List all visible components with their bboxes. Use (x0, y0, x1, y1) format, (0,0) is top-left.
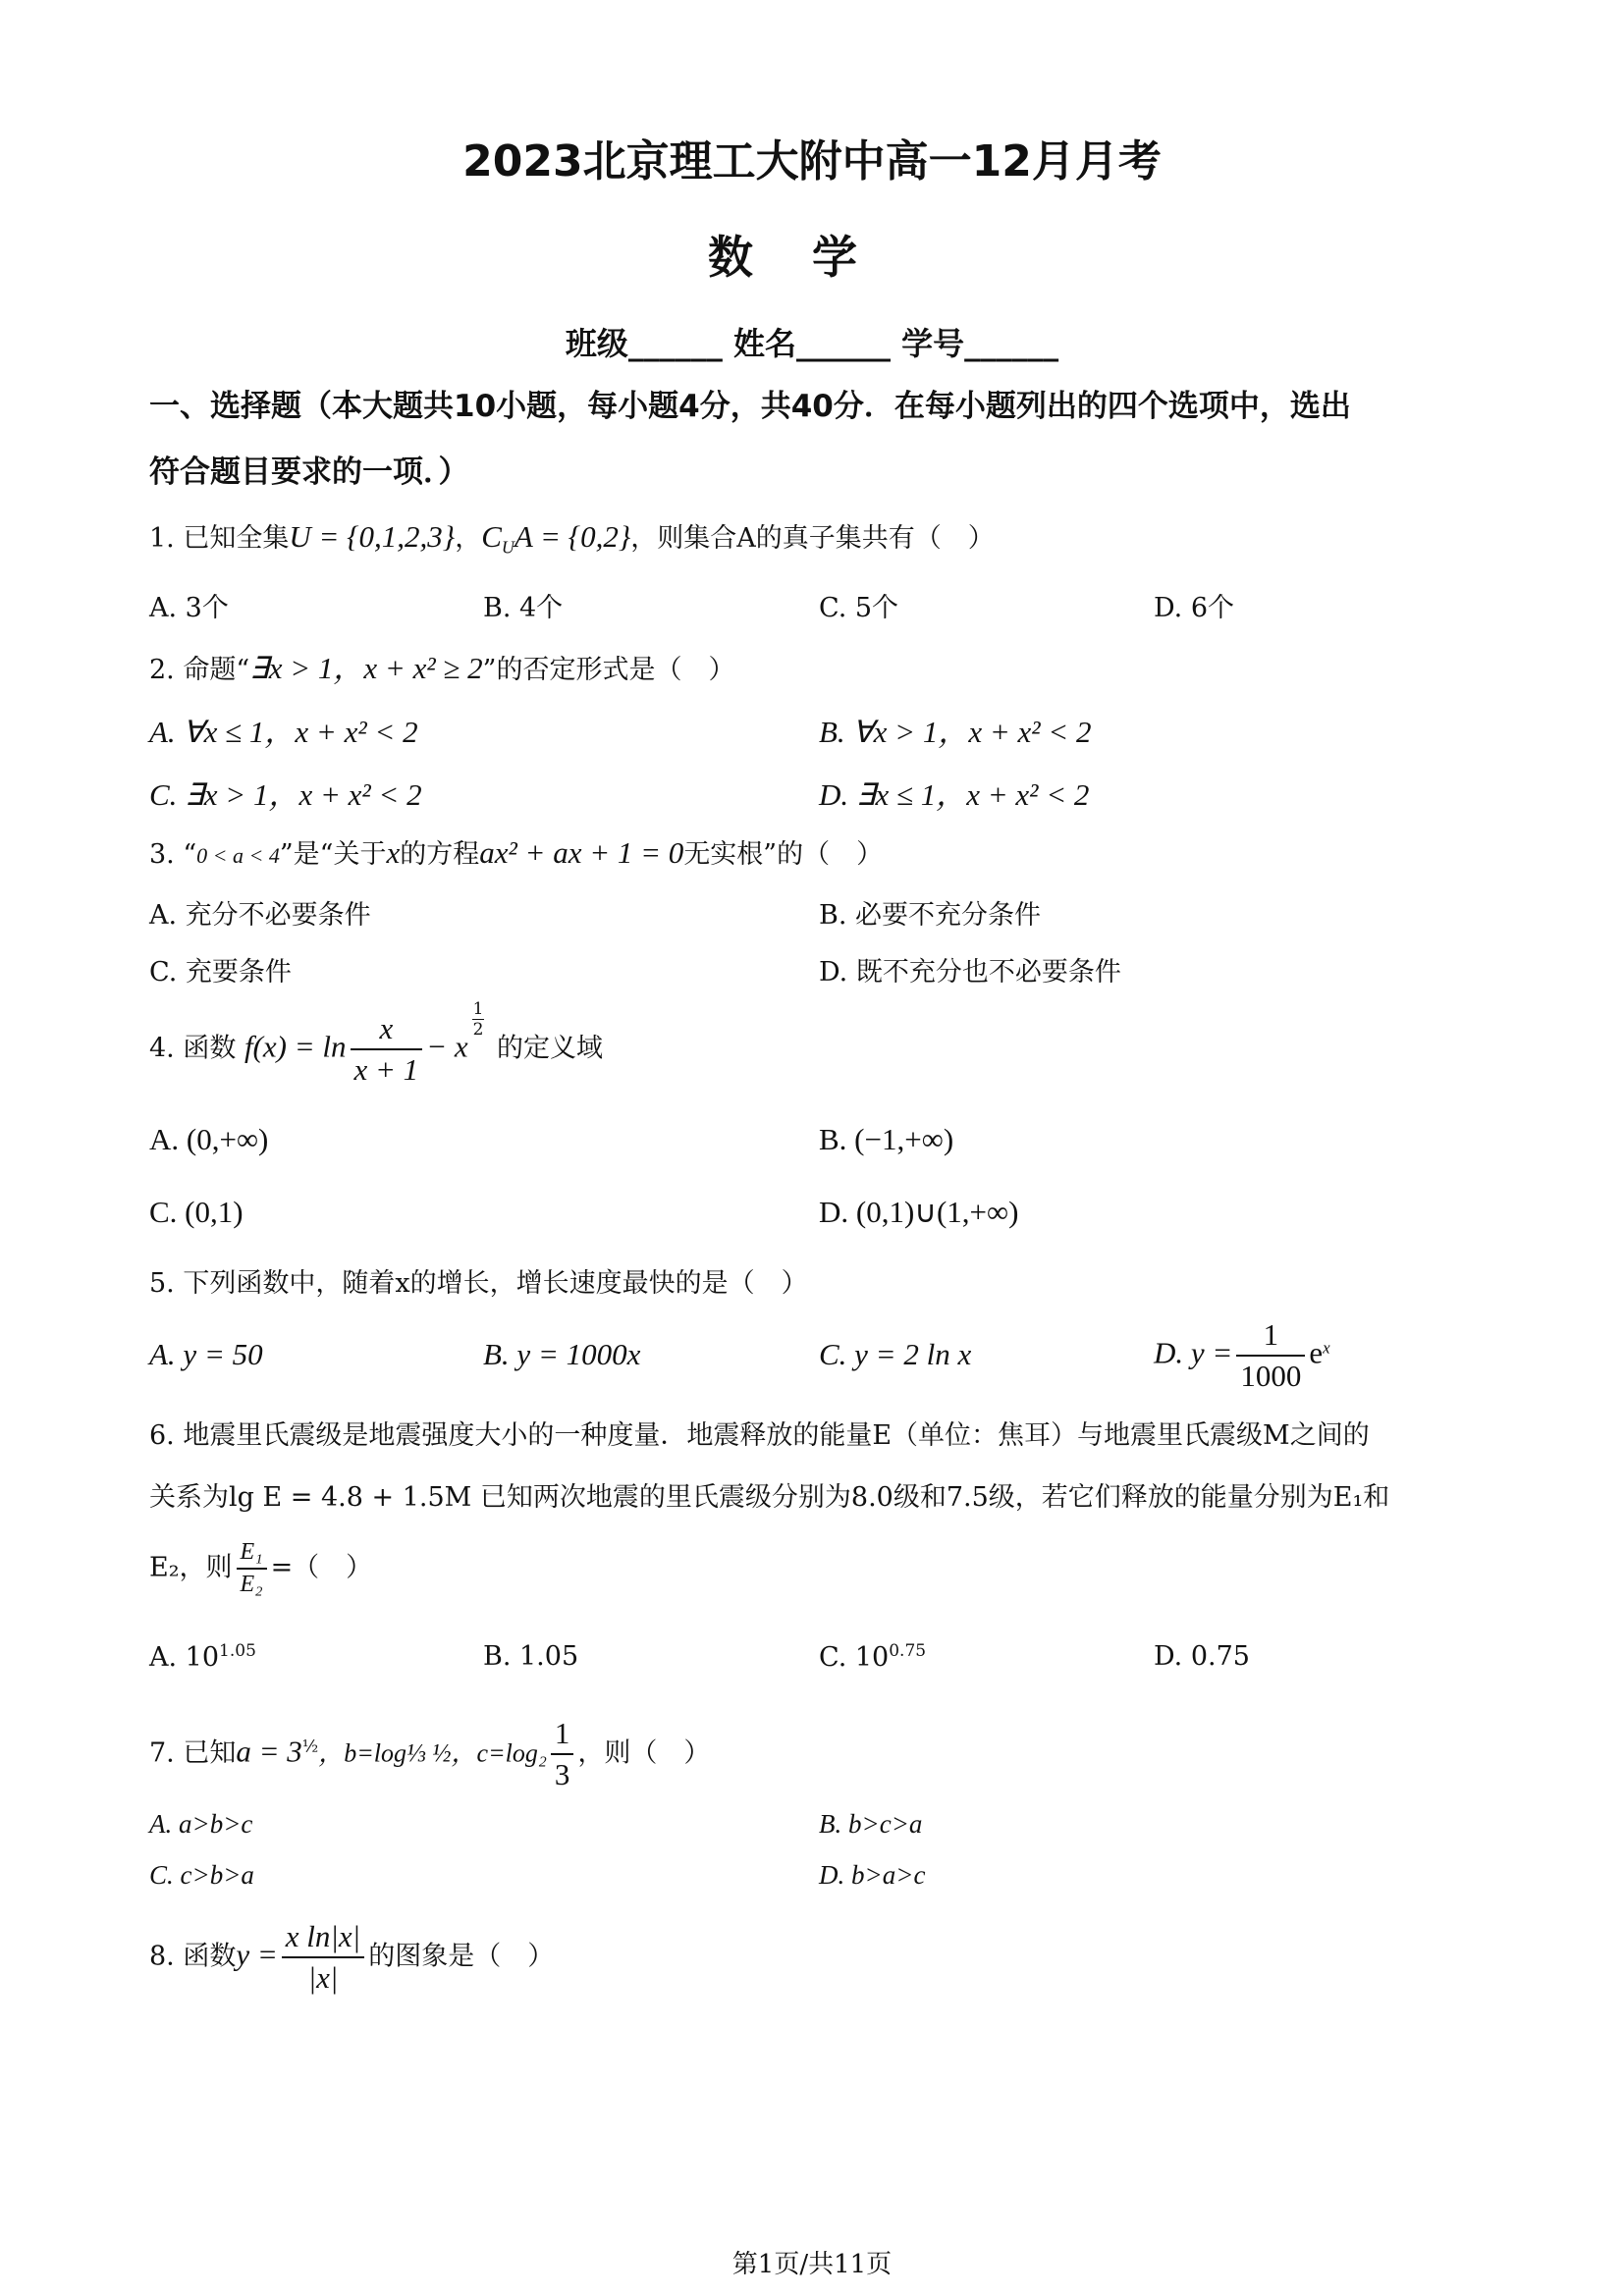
question-7-stem: 7. 已知$a = 3^{\frac{1}{2}}$，b=log⅓ ½，c=log₂ $\frac{1}{3}$ ，则（ ） (149, 1716, 711, 1791)
page-number: 第1页/共11页 (731, 2250, 893, 2279)
page-title: 2023北京理工大附中高一12月月考 (462, 136, 1162, 187)
question-8-fraction: $\frac{\text{x ln|x|}}{|x|}$ (282, 1919, 364, 1996)
question-4-exponent: $\frac{1}{2}$ (472, 999, 484, 1040)
question-2-stem: 2. 命题“∃x > 1，x + x² ≥ 2”的否定形式是（ ） (149, 651, 735, 685)
question-8-stem: 8. 函数y = $\frac{\text{x ln|x|}}{|x|}$ 的图象是（ ） (149, 1919, 555, 1995)
question-5-option-a: A. y = 50 (149, 1337, 263, 1371)
question-3-stem: 3. “0 < a < 4”是“关于x的方程ax² + ax + 1 = 0无实根”的（ ） (149, 835, 884, 870)
question-6-option-a: A. $10^{1.05}$ (149, 1641, 256, 1673)
question-6-option-c: C. $10^{0.75}$ (819, 1641, 927, 1673)
question-5-d-fraction: $\frac{1}{1000}$ (1236, 1317, 1305, 1394)
question-3-option-d: D. 既不充分也不必要条件 (819, 957, 1121, 988)
question-1-option-c: C. 5个 (819, 593, 899, 623)
question-5-option-d: D. y = $\frac{1}{1000}$ $e^x$ (1154, 1317, 1330, 1393)
question-7-fraction: $\frac{1}{3}$ (551, 1716, 574, 1792)
question-3-option-c: C. 充要条件 (149, 957, 292, 988)
question-1-option-a: A. 3个 (149, 593, 229, 623)
question-5-option-c: C. y = 2 ln x (819, 1337, 972, 1371)
section-heading-line2: 符合题目要求的一项．） (149, 454, 469, 490)
question-3-option-b: B. 必要不充分条件 (819, 900, 1042, 931)
question-6-option-d: D. 0.75 (1154, 1641, 1250, 1672)
question-2-option-d: D. ∃x ≤ 1，x + x² < 2 (819, 777, 1090, 812)
question-4-option-c: C. (0,1) (149, 1195, 244, 1229)
question-2-option-b: B. ∀x > 1，x + x² < 2 (819, 715, 1092, 749)
question-6-fraction: $\frac{\text{E₁}}{\text{E₂}}$ (237, 1539, 267, 1598)
question-1-stem: 1. 已知全集U = {0,1,2,3}，$C_UA = \{0,2\}$，则集合A的真子集共有（ ） (149, 519, 995, 558)
question-6-line2: 关系为lg E = 4.8 + 1.5M 已知两次地震的里氏震级分别为8.0级和7.5级，若它们释放的能量分别为E₁和 (149, 1482, 1390, 1513)
student-info-line: 班级______ 姓名______ 学号______ (565, 325, 1059, 362)
question-7-option-c: C. c>b>a (149, 1860, 254, 1890)
question-4-option-a: A. (0,+∞) (149, 1122, 269, 1156)
question-1-option-b: B. 4个 (483, 593, 564, 623)
question-4-option-d: D. (0,1)∪(1,+∞) (819, 1195, 1019, 1229)
question-2-option-c: C. ∃x > 1，x + x² < 2 (149, 777, 422, 812)
question-4-stem: 4. 函数 f(x) = ln $\frac{x}{x + 1}$ − x $\frac{1}{2}$ 的定义域 (149, 999, 604, 1087)
question-5-option-b: B. y = 1000x (483, 1337, 641, 1371)
question-7-option-a: A. a>b>c (149, 1809, 253, 1839)
question-4-fraction: $\frac{x}{x + 1}$ (351, 1011, 423, 1088)
question-6-line1: 6. 地震里氏震级是地震强度大小的一种度量．地震释放的能量E（单位：焦耳）与地震里氏震级M之间的 (149, 1420, 1370, 1451)
section-heading-line1: 一、选择题（本大题共10小题，每小题4分，共40分．在每小题列出的四个选项中，选出 (149, 389, 1351, 424)
question-6-line3: E₂，则 $\frac{\text{E₁}}{\text{E₂}}$ =（ ） (149, 1539, 373, 1597)
question-7-option-d: D. b>a>c (819, 1860, 926, 1890)
subject-title: 数学 (708, 231, 916, 284)
question-2-option-a: A. ∀x ≤ 1，x + x² < 2 (149, 715, 418, 749)
question-1-option-d: D. 6个 (1154, 593, 1235, 623)
question-4-option-b: B. (−1,+∞) (819, 1122, 954, 1156)
question-5-stem: 5. 下列函数中，随着x的增长，增长速度最快的是（ ） (149, 1268, 808, 1299)
question-6-option-b: B. 1.05 (483, 1641, 579, 1672)
question-7-option-b: B. b>c>a (819, 1809, 923, 1839)
question-3-option-a: A. 充分不必要条件 (149, 900, 371, 931)
